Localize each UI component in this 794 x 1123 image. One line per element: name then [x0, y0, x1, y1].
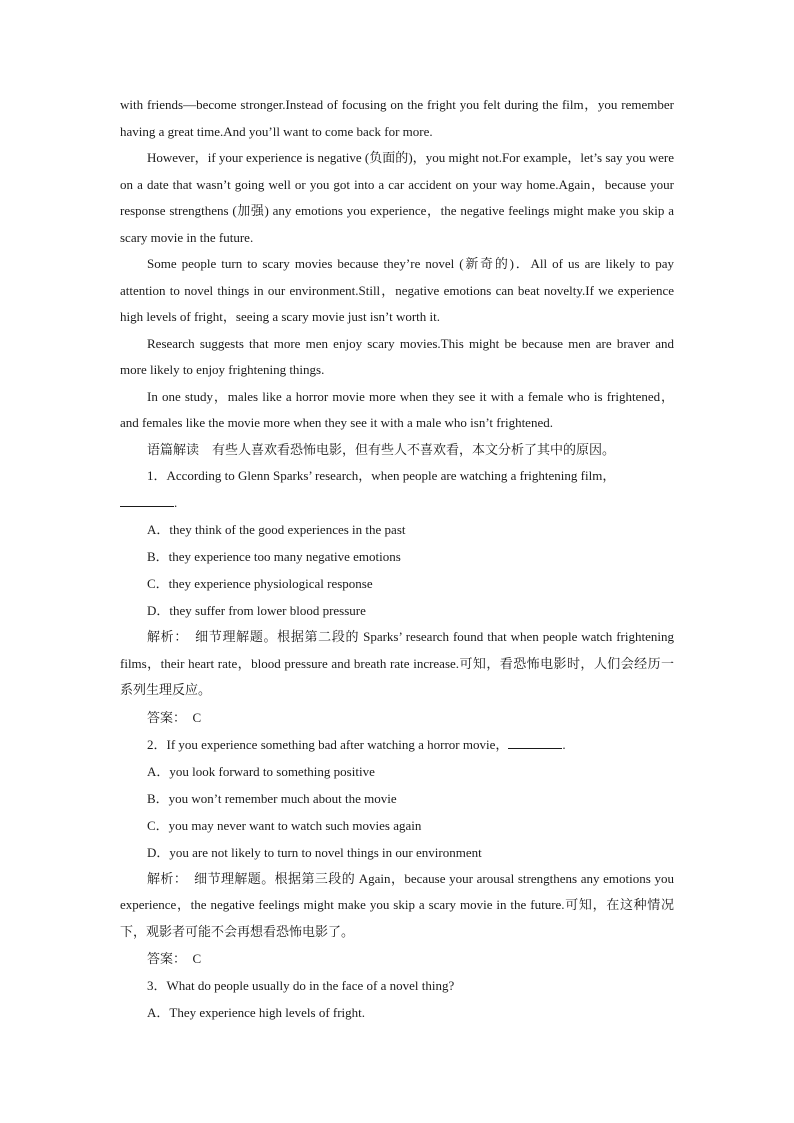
passage-paragraph-3: Some people turn to scary movies because they’re novel (新奇的)．All of us are likely to pay attention to novel things in our environment.Still，negative emotions can beat novelty.If we experience high levels of fright，seeing a scary movie just isn’t worth it.	[120, 256, 674, 324]
question-2-option-b: B．you won’t remember much about the movie	[147, 790, 397, 806]
question-2-analysis: 解析： 细节理解题。根据第三段的 Again，because your arousal strengthens any emotions you experience，the negative feelings might make you skip a scary movie in the future.可知，在这种情况下，观影者可能不会再想看恐怖电影了。	[120, 870, 674, 939]
passage-paragraph-5: In one study，males like a horror movie more when they see it with a female who is frightened，and females like the movie more when they see it with a male who isn’t frightened.	[120, 388, 674, 430]
question-2-stem-text: 2．If you experience something bad after watching a horror movie，	[147, 736, 509, 752]
question-1-stem	[120, 463, 674, 516]
question-1-option-d: D．they suffer from lower blood pressure	[147, 603, 366, 618]
question-2-answer: 答案： C	[147, 951, 202, 966]
question-1-answer: 答案： C	[147, 709, 202, 725]
question-3-option-a: A．They experience high levels of fright.	[147, 1005, 366, 1020]
question-1-option-b: B．they experience too many negative emotions	[147, 549, 401, 564]
passage-summary: 语篇解读 有些人喜欢看恐怖电影，但有些人不喜欢看，本文分析了其中的原因。	[147, 441, 616, 457]
document-page	[120, 92, 674, 1026]
question-1-stem-end: .	[174, 494, 178, 510]
question-2-option-a: A．you look forward to something positive	[147, 763, 375, 779]
passage-paragraph-4: Research suggests that more men enjoy scary movies.This might be because men are braver and more likely to enjoy frightening things.	[120, 335, 674, 377]
question-1-stem-text: 1．According to Glenn Sparks’ research，when people are watching a frightening film，	[147, 468, 616, 483]
question-3-stem: 3．What do people usually do in the face of a novel thing?	[147, 978, 455, 993]
question-1-option-a: A．they think of the good experiences in the past	[147, 522, 406, 537]
question-2-option-c: C．you may never want to watch such movies again	[147, 817, 422, 833]
question-2-option-d: D．you are not likely to turn to novel things in our environment	[147, 844, 482, 860]
answer-blank	[120, 494, 174, 507]
answer-blank	[508, 736, 562, 749]
question-2-stem	[120, 731, 674, 758]
question-1-analysis: 解析： 细节理解题。根据第二段的 Sparks’ research found that when people watch frightening films，their heart rate，blood pressure and breath rate increase.可知，看恐怖电影时，人们会经历一系列生理反应。	[120, 629, 674, 697]
passage-paragraph-1: with friends—become stronger.Instead of focusing on the fright you felt during the film，you remember having a great time.And you’ll want to come back for more.	[120, 97, 674, 139]
question-1-option-c: C．they experience physiological response	[147, 576, 373, 591]
question-2-stem-end: .	[562, 736, 566, 752]
passage-paragraph-2: However，if your experience is negative (负面的)，you might not.For example，let’s say you were on a date that wasn’t going well or you got into a car accident on your way home.Again，because your response strengthens (加强) any emotions you experience，the negative feelings might make you skip a scary movie in the future.	[120, 150, 674, 245]
